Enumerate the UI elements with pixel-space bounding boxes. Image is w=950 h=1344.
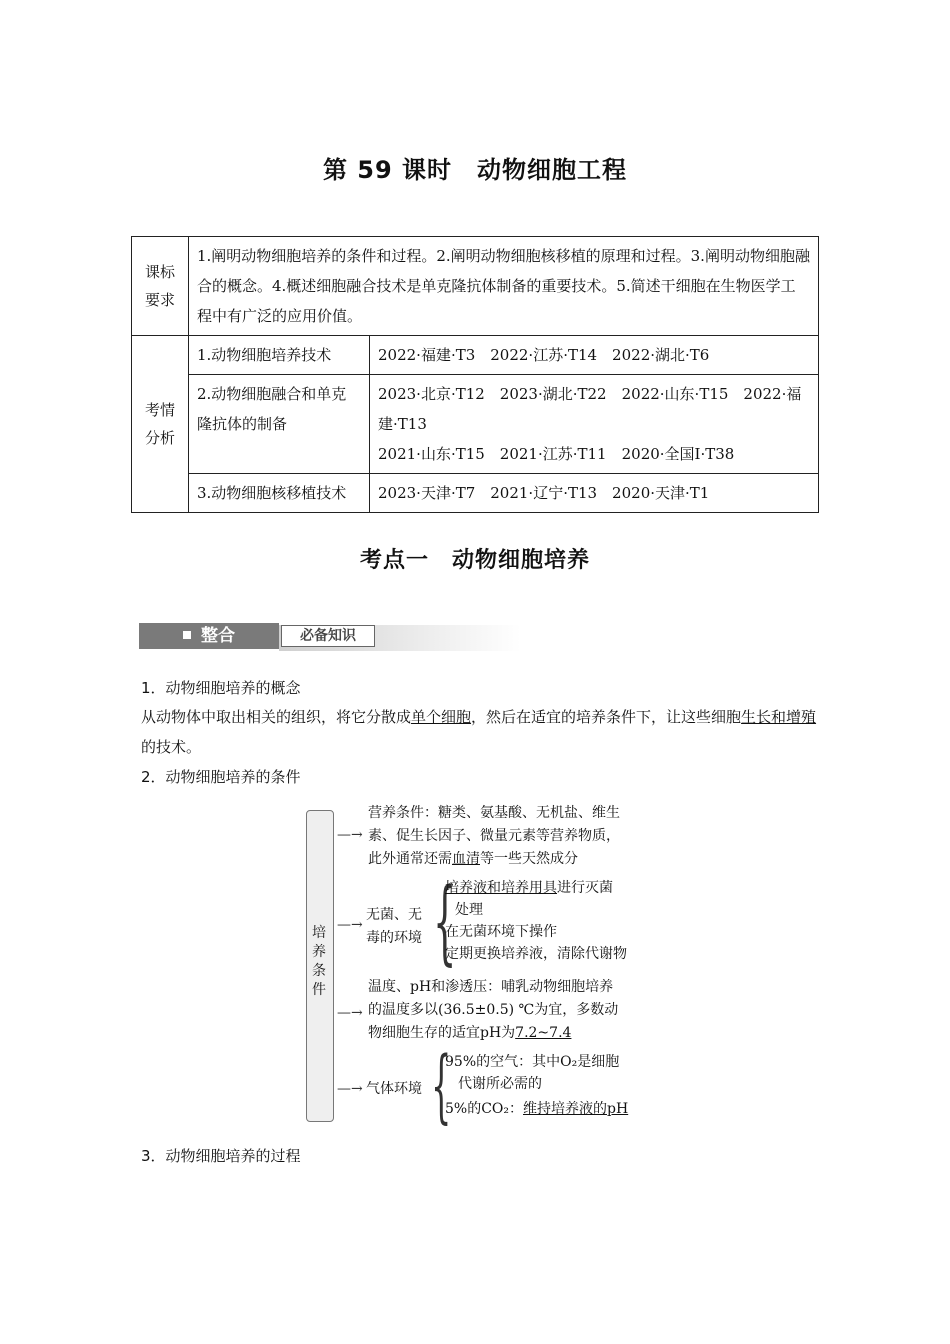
gas-item: 代谢所必需的 [458, 1076, 542, 1092]
refs-cell: 2023·天津·T7 2021·辽宁·T13 2020·天津·T1 [370, 474, 819, 513]
refs-cell: 2023·北京·T12 2023·湖北·T22 2022·山东·T15 2022·福建·T13 2021·山东·T15 2021·江苏·T11 2020·全国Ⅰ·T38 [370, 375, 819, 474]
page-title: 第 59 课时 动物细胞工程 [322, 156, 628, 184]
requirements-table [131, 236, 819, 513]
gas-label: 气体环境 [366, 1081, 422, 1097]
sterile-label: 无菌、无 [366, 907, 422, 923]
gas-item: 5%的CO₂：维持培养液的pH [445, 1101, 629, 1117]
conditions-diagram [303, 800, 663, 1132]
refs-cell: 2022·福建·T3 2022·江苏·T14 2022·湖北·T6 [370, 336, 819, 375]
topic-cell: 1.动物细胞培养技术 [189, 336, 370, 375]
arrow-icon: —→ [337, 1005, 363, 1021]
heading-conditions: 2．动物细胞培养的条件 [141, 768, 301, 786]
square-icon [183, 631, 191, 639]
nutrition-line: 此外通常还需血清等一些天然成分 [368, 851, 578, 867]
root-label: 培养条件 [312, 925, 326, 998]
topic-cell: 2.动物细胞融合和单克隆抗体的制备 [189, 375, 370, 474]
table-row [132, 237, 819, 336]
kebiao-label: 课标要求 [132, 237, 189, 336]
sterile-item: 培养液和培养用具进行灭菌 [445, 880, 613, 896]
banner-box: 必备知识 [281, 625, 375, 647]
gas-item: 95%的空气：其中O₂是细胞 [445, 1054, 620, 1070]
sterile-item: 处理 [455, 902, 483, 918]
section-banner [139, 623, 521, 655]
nutrition-line: 营养条件：糖类、氨基酸、无机盐、维生 [368, 805, 620, 821]
table-row [132, 336, 819, 375]
table-row [132, 474, 819, 513]
kebiao-text: 1.阐明动物细胞培养的条件和过程。2.阐明动物细胞核移植的原理和过程。3.阐明动物细胞融合的概念。4.概述细胞融合技术是单克隆抗体制备的重要技术。5.简述干细胞在生物医学工程中有广泛的应用价值。 [189, 237, 819, 336]
topic-cell: 3.动物细胞核移植技术 [189, 474, 370, 513]
banner-dark: 整合 [139, 623, 279, 649]
brace-icon: { [433, 868, 457, 975]
arrow-icon: —→ [337, 917, 363, 933]
table-row [132, 375, 819, 474]
nutrition-line: 素、促生长因子、微量元素等营养物质， [368, 828, 620, 844]
sterile-item: 在无菌环境下操作 [445, 924, 557, 940]
concept-paragraph: 从动物体中取出相关的组织，将它分散成单个细胞，然后在适宜的培养条件下，让这些细胞生长和增殖的技术。 [141, 708, 817, 756]
section-title: 考点一 动物细胞培养 [359, 548, 590, 573]
arrow-icon: —→ [337, 827, 363, 843]
heading-process: 3．动物细胞培养的过程 [141, 1147, 301, 1165]
temp-line: 物细胞生存的适宜pH为7.2~7.4 [368, 1025, 572, 1041]
temp-line: 温度、pH和渗透压：哺乳动物细胞培养 [368, 979, 614, 995]
heading-concept: 1．动物细胞培养的概念 [141, 679, 301, 697]
sterile-item: 定期更换培养液，清除代谢物 [445, 946, 627, 962]
arrow-icon: —→ [337, 1081, 363, 1097]
temp-line: 的温度多以(36.5±0.5) ℃为宜，多数动 [368, 1002, 619, 1018]
kaoqing-label: 考情分析 [132, 336, 189, 513]
sterile-label: 毒的环境 [366, 930, 422, 946]
brace-icon: { [431, 1039, 452, 1132]
